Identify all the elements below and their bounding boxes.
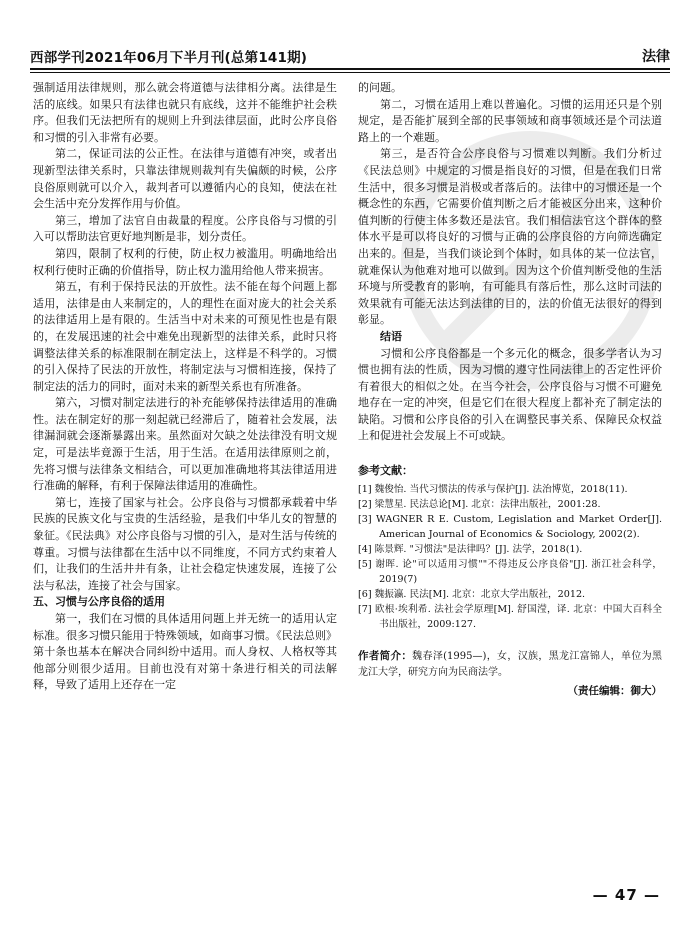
paragraph: 的问题。 bbox=[358, 81, 402, 94]
author-label: 作者简介： bbox=[358, 649, 413, 662]
reference-item: [4] 陈景辉. "习惯法"是法律吗？[J]. 法学，2018(1). bbox=[358, 543, 583, 555]
paragraph: 第一，我们在习惯的具体适用问题上并无统一的适用认定标准。很多习惯只能用于特殊领域，如商事习惯。《民法总则》第十条也基本在解决合同纠纷中适用。而人身权、人格权等其他部分则很少适用。目前也没有对第十条进行相关的司法解释，导致了适用上还存在一定 bbox=[33, 612, 337, 692]
paragraph: 强制适用法律规则，那么就会将道德与法律相分离。法律是生活的底线。如果只有法律也就只有底线，这并不能维护社会秩序。但我们无法把所有的规则上升到法律层面，此时公序良俗和习惯的引入非常有必要。 bbox=[33, 81, 337, 144]
reference-item: [1] 魏俊怡. 当代习惯法的传承与保护[J]. 法治博览，2018(11). bbox=[358, 483, 628, 495]
left-column bbox=[33, 80, 337, 694]
paragraph: 第六，习惯对制定法进行的补充能够保持法律适用的准确性。法在制定好的那一刻起就已经滞后了，随着社会发展，法律漏洞就会逐渐暴露出来。虽然面对欠缺之处法律没有明文规定，可是法毕竟源于生活，用于生活。在适用法律原则之前，先将习惯与法律条文相结合，可以更加准确地将其法律适用进行准确的解释，有利于保障法律适用的准确性。 bbox=[33, 396, 337, 493]
page-header bbox=[30, 44, 670, 66]
page-number: — 47 — bbox=[592, 886, 660, 904]
header-rule-thin bbox=[30, 72, 670, 73]
paragraph: 第三，增加了法官自由裁量的程度。公序良俗与习惯的引入可以帮助法官更好地判断是非，划分责任。 bbox=[33, 213, 337, 244]
reference-item: [3] WAGNER R E. Custom, Legislation and Market Order[J]. American Journal of Economics & Sociology, 2002(2). bbox=[358, 513, 662, 540]
section-heading: 五、习惯与公序良俗的适用 bbox=[33, 595, 165, 609]
journal-title: 西部学刊2021年06月下半月刊(总第141期) bbox=[30, 50, 308, 66]
author-bio bbox=[358, 648, 662, 681]
paragraph: 第二，习惯在适用上难以普遍化。习惯的运用还只是个别规定，是否能扩展到全部的民事领域和商事领域还是个司法道路上的一个难题。 bbox=[358, 97, 662, 144]
reference-list bbox=[358, 482, 662, 632]
conclusion-heading: 结语 bbox=[380, 329, 402, 343]
paragraph: 第五，有利于保持民法的开放性。法不能在每个问题上都适用，法律是由人来制定的，人的理性在面对庞大的社会关系的法律适用上是有限的。生活当中对未来的可预见性也是有限的，在发展迅速的社会中难免出现新型的法律关系，此时只将调整法律关系的标准限制在制定法上，这样是不科学的。习惯的引入保持了民法的开放性，将制定法与习惯相连接，保持了制定法的活力的同时，面对未来的新型关系也有所准备。 bbox=[33, 280, 337, 393]
right-column bbox=[358, 80, 662, 699]
references-heading: 参考文献： bbox=[358, 464, 413, 478]
editor-credit: （责任编辑：御大） bbox=[567, 684, 662, 697]
header-rule-thick bbox=[30, 68, 670, 70]
reference-item: [5] 谢晖. 论"可以适用习惯""不得违反公序良俗"[J]. 浙江社会科学，2019(7) bbox=[358, 558, 662, 585]
reference-item: [2] 梁慧星. 民法总论[M]. 北京：法律出版社，2001:28. bbox=[358, 498, 601, 510]
paragraph: 习惯和公序良俗都是一个多元化的概念，很多学者认为习惯也拥有法的性质，因为习惯的遵守性同法律上的否定性评价有着很大的相似之处。在当今社会，公序良俗与习惯不可避免地存在一定的冲突，但是它们在很大程度上都补充了制定法的缺陷。习惯和公序良俗的引入在调整民事关系、保障民众权益上和促进社会发展上不可或缺。 bbox=[358, 346, 662, 443]
paragraph: 第二，保证司法的公正性。在法律与道德有冲突，或者出现新型法律关系时，只靠法律规则裁判有失偏颇的时候，公序良俗原则就可以介入，裁判者可以遵循内心的良知，使法在社会生活中充分发挥作用与价值。 bbox=[33, 147, 337, 211]
paragraph: 第七，连接了国家与社会。公序良俗与习惯都承载着中华民族的民族文化与宝贵的生活经验，是我们中华儿女的智慧的象征。《民法典》对公序良俗与习惯的引入，是对生活与传统的尊重。习惯与法律都在生活中以不同维度，不同方式约束着人们，让我们的生活井井有条，让社会稳定快速发展，连接了公法与私法，连接了社会与国家。 bbox=[33, 495, 337, 592]
paragraph: 第三，是否符合公序良俗与习惯难以判断。我们分析过《民法总则》中规定的习惯是指良好的习惯，但是在我们日常生活中，很多习惯是消极或者落后的。法律中的习惯还是一个概念性的东西，它需要价值判断之后才能被区分出来，这种价值判断的行使主体多数还是法官。我们相信法官这个群体的整体水平是可以将良好的习惯与正确的公序良俗的方向筛选确定出来的。但是，当我们谈论到个体时，如具体的某一位法官，就难保认为他难对地可以做到。因为这个价值判断受他的生活环境与所受教育的影响，有可能具有落后性，那么这时司法的效果就有可能无法达到法律的目的，法的价值无法很好的得到彰显。 bbox=[358, 147, 662, 327]
section-tag: 法律 bbox=[642, 49, 670, 65]
reference-item: [6] 魏振瀛. 民法[M]. 北京：北京大学出版社，2012. bbox=[358, 588, 586, 600]
author-text: 魏春泽(1995—)，女，汉族，黑龙江富锦人，单位为黑龙江大学，研究方向为民商法学。 bbox=[358, 650, 662, 678]
reference-item: [7] 欧根·埃利希. 法社会学原理[M]. 舒国滢，译. 北京：中国大百科全书出版社，2009:127. bbox=[358, 603, 662, 630]
paragraph: 第四，限制了权利的行使，防止权力被滥用。明确地给出权利行使时正确的价值指导，防止权力滥用给他人带来损害。 bbox=[33, 246, 337, 277]
